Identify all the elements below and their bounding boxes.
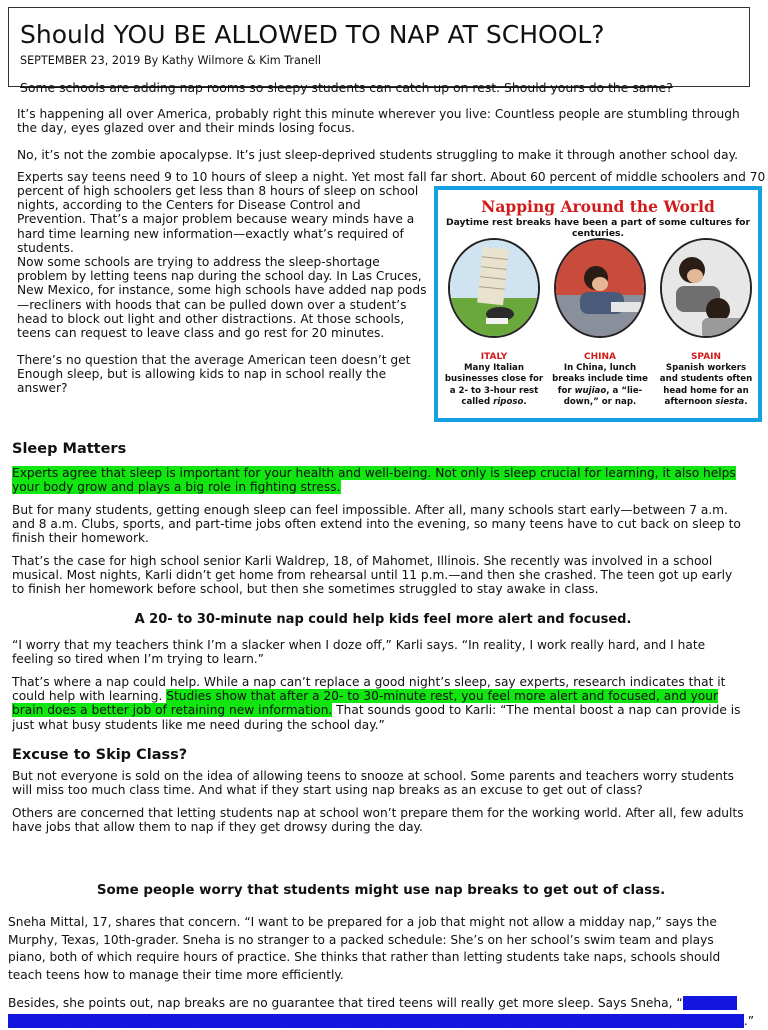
deck: Some schools are adding nap rooms so sleepy students can catch up on rest. Should yours do the same? — [20, 80, 673, 95]
intro-paragraph-3: percent of high schoolers get less than 8 hours of sleep on school nights, according to the Centers for Disease Control and Prevention. That’s a major problem because weary minds have a hard time learning new information—exactly what’s required of students. — [17, 184, 419, 255]
sidebar-desc-italy: Many Italian businesses close for a 2- to 3-hour rest called riposo. — [444, 363, 544, 407]
sleep-matters-paragraph-3: That’s the case for high school senior Karli Waldrep, 18, of Mahomet, Illinois. She recently was involved in a school musical. Most nights, Karli didn’t get home from rehearsal until 11 p.m.—and then she crashed. The teen got up early to finish her homework before school, but then she sometimes struggled to stay awake in class. — [12, 554, 733, 597]
napping-around-the-world-box — [434, 186, 762, 422]
excuse-paragraph-2: Others are concerned that letting students nap at school won’t prepare them for the working world. After all, few adults have jobs that allow them to nap if they get drowsy during the day. — [12, 806, 744, 835]
pull-quote-2: Some people worry that students might use nap breaks to get out of class. — [96, 883, 666, 898]
sleep-matters-paragraph-4: “I worry that my teachers think I’m a slacker when I doze off,” Karli says. “In reality, I work really hard, and I hate feeling so tired when I’m trying to learn.” — [12, 638, 706, 667]
sleep-matters-paragraph-5: That’s where a nap could help. While a nap can’t replace a good night’s sleep, say experts, research indicates that it could help with learning. Studies show that after a 20- to 30-minute rest, you feel more alert and focused, and your brain does a better job of retaining new information. That sounds good to Karli: “The mental boost a nap can provide is just what busy students like me need during the school day.” — [12, 675, 741, 732]
sleep-matters-paragraph-1 — [12, 466, 742, 494]
excuse-paragraph-4: Besides, she points out, nap breaks are no guarantee that tired teens will really get more sleep. Says Sneha, “Students might be less motivated to get enough sleep at home if they’re given the time to nap and a cozy place to do it at school.” — [8, 996, 755, 1028]
byline: By Kathy Wilmore & Kim Tranell — [143, 54, 322, 67]
intro-paragraph-2: No, it’s not the zombie apocalypse. It’s just sleep-deprived students struggling to make it through another school day. — [17, 148, 738, 162]
highlighted-text: Studies show that after a 20- to 30-minute rest, you feel more alert and focused, and your brain does a better job of retaining new information. — [12, 689, 718, 718]
intro-paragraph-4: Now some schools are trying to address the sleep-shortage problem by letting teens nap during the school day. In Las Cruces, New Mexico, for instance, some high schools have added nap pods —recliners with hoods that can be pulled down over a student’s head to block out light and other distractions. At those schools, teens can request to leave class and go rest for 20 minutes. — [17, 255, 427, 341]
intro-paragraph-5: There’s no question that the average American teen doesn’t get Enough sleep, but is allowing kids to nap in school really the answer? — [17, 353, 411, 396]
sidebar-desc-spain: Spanish workers and students often head home for an afternoon siesta. — [659, 363, 753, 407]
sidebar-country-italy: ITALY — [480, 352, 508, 362]
china-photo — [554, 238, 646, 338]
sidebar-title: Napping Around the World — [481, 197, 715, 216]
dateline — [20, 54, 321, 67]
highlighted-text: Experts agree that sleep is important for your health and well-being. Not only is sleep crucial for learning, it also helps your body grow and plays a big role in fighting stress. — [12, 466, 736, 495]
sidebar-desc-china: In China, lunch breaks include time for wujiao, a “lie-down,” or nap. — [552, 363, 648, 407]
excuse-paragraph-3: Sneha Mittal, 17, shares that concern. “I want to be prepared for a job that might not allow a midday nap,” says the Murphy, Texas, 10th-grader. Sneha is no stranger to a packed schedule: She’s on her school’s swim team and plays piano, both of which require hours of practice. She thinks that rather than letting students take naps, schools should teach teens how to manage their time more efficiently. — [8, 915, 721, 982]
sleep-matters-paragraph-2: But for many students, getting enough sleep can feel impossible. After all, many schools start early—between 7 a.m. and 8 a.m. Clubs, sports, and part-time jobs often extend into the evening, so many teens have to cut back on sleep to finish their homework. — [12, 503, 741, 546]
publish-date: SEPTEMBER 23, 2019 — [20, 54, 141, 67]
page-title: Should YOU BE ALLOWED TO NAP AT SCHOOL? — [20, 20, 605, 49]
intro-paragraph-1: It’s happening all over America, probably right this minute wherever you live: Countless people are stumbling through the day, eyes glazed over and their minds losing focus. — [17, 107, 740, 136]
spain-photo — [660, 238, 752, 338]
intro-paragraph-3-line-1: Experts say teens need 9 to 10 hours of sleep a night. Yet most fall far short. About 60 percent of middle schoolers and 70 — [17, 170, 766, 184]
pull-quote-1: A 20- to 30-minute nap could help kids feel more alert and focused. — [134, 612, 632, 627]
sidebar-country-china: CHINA — [584, 352, 616, 362]
section-heading-sleep-matters: Sleep Matters — [12, 441, 127, 457]
excuse-paragraph-1: But not everyone is sold on the idea of allowing teens to snooze at school. Some parents and teachers worry students will miss too much class time. And what if they start using nap breaks as an excuse to get out of class? — [12, 769, 734, 798]
sidebar-country-spain: SPAIN — [690, 352, 722, 362]
section-heading-excuse-to-skip-class: Excuse to Skip Class? — [12, 747, 188, 763]
selected-text: Students might be less motivated to get enough sleep at home if they’re given the time to nap and a cozy place to do it at school — [8, 996, 744, 1028]
sidebar-subtitle: Daytime rest breaks have been a part of some cultures for centuries. — [445, 217, 751, 239]
italy-photo — [448, 238, 540, 338]
